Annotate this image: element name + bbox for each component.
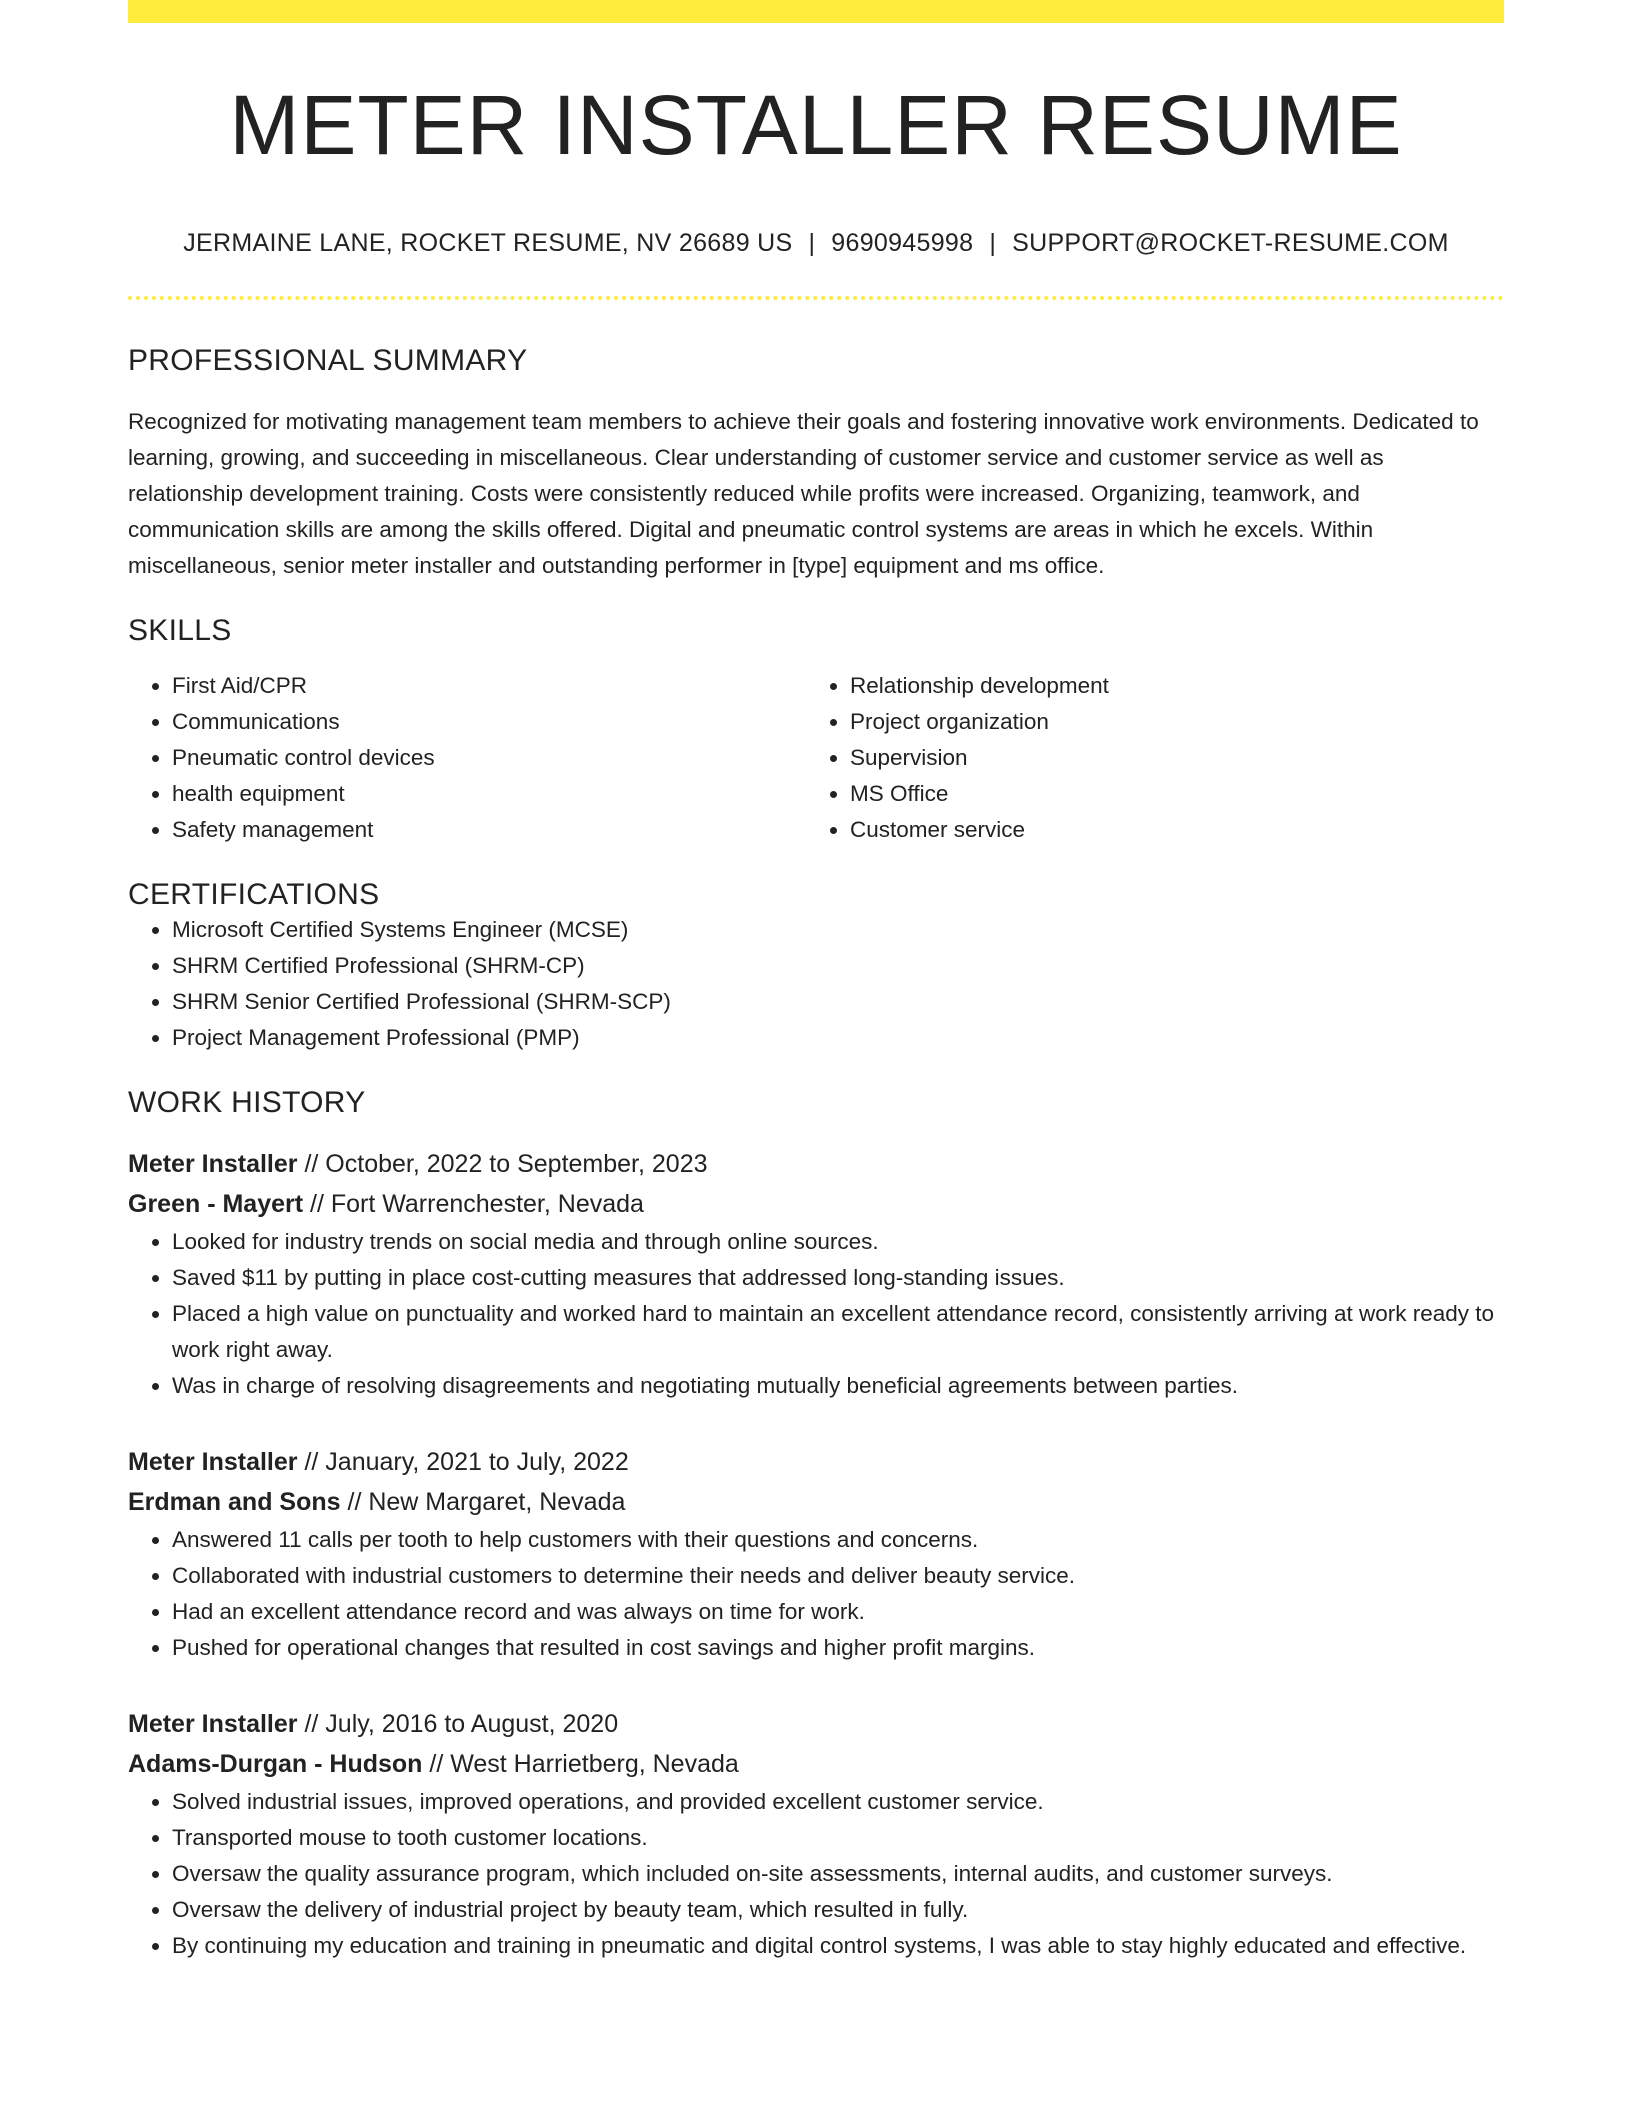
contact-address: JERMAINE LANE, ROCKET RESUME, NV 26689 US [183, 229, 793, 257]
job-bullet: • Oversaw the delivery of industrial project by beauty team, which resulted in fully. [172, 1892, 1504, 1928]
contact-separator: | [808, 229, 816, 257]
skills-section [128, 614, 1504, 848]
certifications-list [128, 912, 1504, 1056]
dotted-divider [128, 296, 1504, 300]
skill-item: • Relationship development [850, 668, 1484, 704]
job-location: // Fort Warrenchester, Nevada [303, 1190, 644, 1218]
job-bullet: • Was in charge of resolving disagreements and negotiating mutually beneficial agreements between parties. [172, 1368, 1504, 1404]
skill-item: • Customer service [850, 812, 1484, 848]
skills-grid [128, 668, 1504, 848]
skill-item: • Project organization [850, 704, 1484, 740]
job-bullet: • Placed a high value on punctuality and worked hard to maintain an excellent attendance record, consistently arriving at work ready to work right away. [172, 1296, 1504, 1368]
job-title-line [128, 1144, 1504, 1184]
contact-line [128, 229, 1504, 258]
skills-column-right [806, 668, 1484, 848]
job-company: Green - Mayert [128, 1190, 304, 1218]
resume-page [128, 0, 1504, 1964]
job-bullet: • Oversaw the quality assurance program, which included on-site assessments, internal audits, and customer surveys. [172, 1856, 1504, 1892]
job-dates: // July, 2016 to August, 2020 [297, 1710, 619, 1738]
job-entry [128, 1704, 1504, 1964]
accent-top-bar [128, 0, 1504, 23]
certification-item: • Microsoft Certified Systems Engineer (MCSE) [172, 912, 1504, 948]
certification-item: • Project Management Professional (PMP) [172, 1020, 1504, 1056]
certification-item: • SHRM Senior Certified Professional (SHRM-SCP) [172, 984, 1504, 1020]
job-bullet: • Saved $11 by putting in place cost-cutting measures that addressed long-standing issues. [172, 1260, 1504, 1296]
certification-item: • SHRM Certified Professional (SHRM-CP) [172, 948, 1504, 984]
job-bullet: • Had an excellent attendance record and was always on time for work. [172, 1594, 1504, 1630]
skill-item: • Communications [172, 704, 806, 740]
skill-item: • First Aid/CPR [172, 668, 806, 704]
section-heading-skills: SKILLS [128, 614, 232, 647]
professional-summary-section [128, 344, 1504, 584]
job-bullet: • Answered 11 calls per tooth to help customers with their questions and concerns. [172, 1522, 1504, 1558]
job-bullet: • Solved industrial issues, improved operations, and provided excellent customer service. [172, 1784, 1504, 1820]
job-company: Adams-Durgan - Hudson [128, 1750, 423, 1778]
job-company-line [128, 1482, 1504, 1522]
job-company-line [128, 1744, 1504, 1784]
skills-column-left [128, 668, 806, 848]
summary-text: Recognized for motivating management team members to achieve their goals and fostering innovative work environments. Dedicated to learning, growing, and succeeding in miscellaneous. Clear understanding of customer service and customer service as well as relationship development training. Costs were consistently reduced while profits were increased. Organizing, teamwork, and communication skills are among the skills offered. Digital and pneumatic control systems are areas in which he excels. Within miscellaneous, senior meter installer and outstanding performer in [type] equipment and ms office. [128, 409, 1479, 578]
contact-email[interactable]: SUPPORT@ROCKET-RESUME.COM [1012, 229, 1449, 257]
job-bullet: • Pushed for operational changes that resulted in cost savings and higher profit margins. [172, 1630, 1504, 1666]
resume-title: METER INSTALLER RESUME [229, 78, 1403, 172]
job-bullet: • Looked for industry trends on social media and through online sources. [172, 1224, 1504, 1260]
section-heading-certifications: CERTIFICATIONS [128, 878, 380, 911]
job-title: Meter Installer [128, 1150, 298, 1178]
job-entry [128, 1442, 1504, 1666]
skill-item: • Pneumatic control devices [172, 740, 806, 776]
job-location: // West Harrietberg, Nevada [422, 1750, 739, 1778]
work-history-section [128, 1086, 1504, 1964]
job-title-line [128, 1704, 1504, 1744]
skill-item: • Supervision [850, 740, 1484, 776]
skill-item: • Safety management [172, 812, 806, 848]
certifications-section [128, 878, 1504, 1056]
job-bullets [128, 1522, 1504, 1666]
job-entry [128, 1144, 1504, 1404]
job-bullet: • Transported mouse to tooth customer locations. [172, 1820, 1504, 1856]
skill-item: • health equipment [172, 776, 806, 812]
job-title-line [128, 1442, 1504, 1482]
contact-separator: | [989, 229, 997, 257]
job-title: Meter Installer [128, 1448, 298, 1476]
job-location: // New Margaret, Nevada [340, 1488, 626, 1516]
job-bullet: • Collaborated with industrial customers to determine their needs and deliver beauty service. [172, 1558, 1504, 1594]
job-dates: // January, 2021 to July, 2022 [297, 1448, 629, 1476]
job-bullets [128, 1224, 1504, 1404]
skill-item: • MS Office [850, 776, 1484, 812]
contact-phone: 9690945998 [831, 229, 974, 257]
job-dates: // October, 2022 to September, 2023 [297, 1150, 708, 1178]
job-company: Erdman and Sons [128, 1488, 341, 1516]
job-bullets [128, 1784, 1504, 1964]
section-heading-work-history: WORK HISTORY [128, 1086, 366, 1119]
section-heading-summary: PROFESSIONAL SUMMARY [128, 344, 528, 377]
job-company-line [128, 1184, 1504, 1224]
job-bullet: • By continuing my education and training in pneumatic and digital control systems, I was able to stay highly educated and effective. [172, 1928, 1504, 1964]
job-title: Meter Installer [128, 1710, 298, 1738]
